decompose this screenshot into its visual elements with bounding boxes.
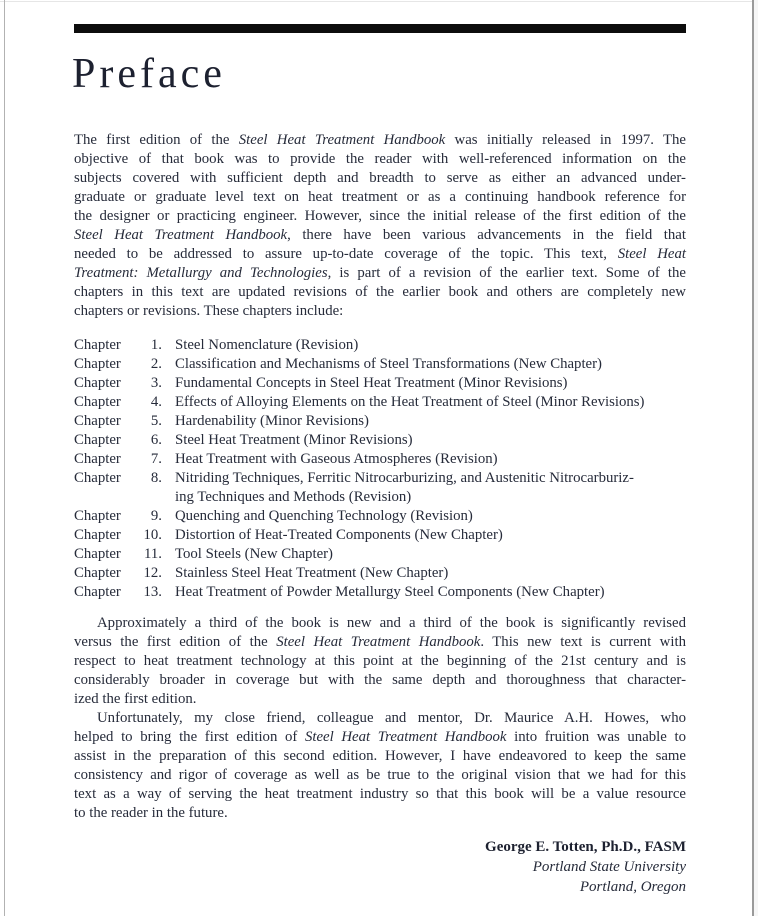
chapter-title: Steel Nomenclature (Revision)	[175, 337, 359, 353]
signature-name: George E. Totten, Ph.D., FASM	[485, 839, 686, 855]
chapter-label: Chapter	[74, 565, 121, 581]
chapter-label: Chapter	[74, 451, 121, 467]
text-line: chapters or revisions. These chapters include:	[74, 303, 344, 319]
page-content	[74, 0, 686, 897]
text-line: subjects covered with sufficient depth and breadth to serve as either an advanced under-	[74, 170, 686, 186]
chapter-row	[74, 374, 686, 393]
chapter-title: Hardenability (Minor Revisions)	[175, 413, 369, 429]
text-line: graduate or graduate level text on heat treatment or as a continuing handbook reference for	[74, 189, 686, 205]
text-line: respect to heat treatment technology at this point at the beginning of the 21st century and is	[74, 653, 686, 669]
text-line: helped to bring the first edition of Steel Heat Treatment Handbook into fruition was unable to	[74, 729, 686, 745]
chapter-label: Chapter	[74, 470, 121, 486]
chapter-number: 11.	[144, 546, 162, 562]
text-line: chapters in this text are updated revisions of the earlier book and others are completely new	[74, 284, 686, 300]
chapter-number: 2.	[150, 356, 162, 372]
chapter-number: 12.	[143, 565, 162, 581]
chapter-row	[74, 526, 686, 545]
signature-location: Portland, Oregon	[579, 879, 686, 895]
chapter-row	[74, 336, 686, 355]
chapter-label: Chapter	[74, 546, 121, 562]
chapter-number: 1.	[150, 337, 162, 353]
signature-affiliation: Portland State University	[532, 859, 686, 875]
chapter-label: Chapter	[74, 356, 121, 372]
chapter-number: 10.	[143, 527, 162, 543]
paragraph	[74, 709, 686, 823]
chapter-row	[74, 583, 686, 602]
page-title: Preface	[72, 51, 226, 97]
text-line: assist in the preparation of this second edition. However, I have endeavored to keep the same	[74, 748, 686, 764]
chapter-title: Heat Treatment with Gaseous Atmospheres (Revision)	[175, 451, 498, 467]
paragraph	[74, 131, 686, 321]
chapter-row	[74, 412, 686, 431]
chapter-number: 6.	[150, 432, 162, 448]
signature-block	[74, 837, 686, 897]
text-line: Treatment: Metallurgy and Technologies, is part of a revision of the earlier text. Some of the	[74, 265, 686, 281]
chapter-row	[74, 507, 686, 526]
heading-rule	[74, 24, 686, 33]
chapter-title: Steel Heat Treatment (Minor Revisions)	[175, 432, 413, 448]
chapter-title: Stainless Steel Heat Treatment (New Chapter)	[175, 565, 449, 581]
closing-paragraphs	[74, 614, 686, 823]
chapter-title: Classification and Mechanisms of Steel Transformations (New Chapter)	[175, 356, 602, 372]
chapter-title: Nitriding Techniques, Ferritic Nitrocarburizing, and Austenitic Nitrocarburiz- ing Techniques and Methods (Revision)	[175, 470, 634, 505]
scan-edge-left	[4, 0, 5, 916]
text-line: considerably broader in coverage but with the same depth and thoroughness that character-	[74, 672, 686, 688]
text-line: to the reader in the future.	[74, 805, 228, 821]
chapter-number: 4.	[150, 394, 162, 410]
text-line: text as a way of serving the heat treatment industry so that this book will be a value resource	[74, 786, 686, 802]
chapter-number: 5.	[150, 413, 162, 429]
chapter-label: Chapter	[74, 394, 121, 410]
intro-paragraphs	[74, 131, 686, 321]
chapter-row	[74, 564, 686, 583]
chapter-list	[74, 336, 686, 602]
chapter-number: 7.	[150, 451, 162, 467]
chapter-row	[74, 355, 686, 374]
chapter-number: 3.	[150, 375, 162, 391]
chapter-row	[74, 545, 686, 564]
chapter-number: 9.	[150, 508, 162, 524]
text-line: the designer or practicing engineer. However, since the initial release of the first edition of the	[74, 208, 686, 224]
chapter-title: Tool Steels (New Chapter)	[175, 546, 333, 562]
chapter-row	[74, 450, 686, 469]
chapter-number: 8.	[150, 470, 162, 486]
chapter-title: Heat Treatment of Powder Metallurgy Steel Components (New Chapter)	[175, 584, 605, 600]
chapter-label: Chapter	[74, 432, 121, 448]
text-line: ized the first edition.	[74, 691, 197, 707]
chapter-label: Chapter	[74, 527, 121, 543]
chapter-title: Fundamental Concepts in Steel Heat Treatment (Minor Revisions)	[175, 375, 568, 391]
chapter-label: Chapter	[74, 337, 121, 353]
chapter-row	[74, 431, 686, 450]
text-line: needed to be addressed to assure up-to-date coverage of the topic. This text, Steel Heat	[74, 246, 687, 262]
chapter-row	[74, 393, 686, 412]
text-line: versus the first edition of the Steel Heat Treatment Handbook. This new text is current with	[74, 634, 686, 650]
scan-edge-right	[752, 0, 754, 916]
paragraph	[74, 614, 686, 709]
chapter-label: Chapter	[74, 375, 121, 391]
chapter-title: Effects of Alloying Elements on the Heat Treatment of Steel (Minor Revisions)	[175, 394, 645, 410]
chapter-number: 13.	[143, 584, 162, 600]
text-line: Steel Heat Treatment Handbook, there have been various advancements in the field that	[74, 227, 686, 243]
text-line: consistency and rigor of coverage as well as be true to the original vision that we had for this	[74, 767, 686, 783]
text-line: Unfortunately, my close friend, colleague and mentor, Dr. Maurice A.H. Howes, who	[97, 710, 686, 726]
chapter-title: Quenching and Quenching Technology (Revision)	[175, 508, 473, 524]
text-line: Approximately a third of the book is new and a third of the book is significantly revised	[97, 615, 686, 631]
chapter-label: Chapter	[74, 413, 121, 429]
chapter-row	[74, 469, 686, 507]
chapter-label: Chapter	[74, 508, 121, 524]
chapter-title: Distortion of Heat-Treated Components (New Chapter)	[175, 527, 503, 543]
chapter-label: Chapter	[74, 584, 121, 600]
text-line: objective of that book was to provide the reader with well-referenced information on the	[74, 151, 686, 167]
scan-strip-right	[754, 0, 758, 916]
text-line: The first edition of the Steel Heat Treatment Handbook was initially released in 1997. The	[74, 132, 686, 148]
